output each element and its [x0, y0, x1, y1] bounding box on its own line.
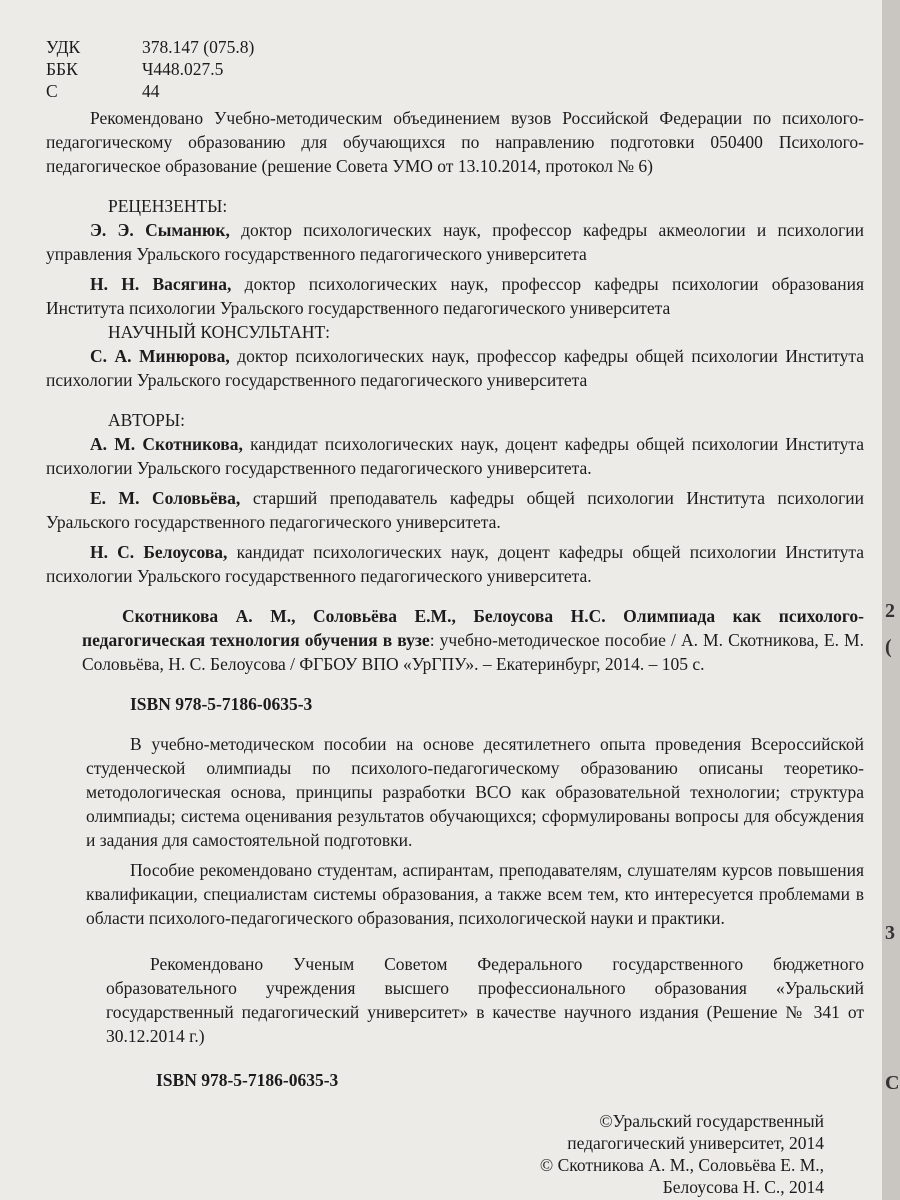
annotation-paragraph: В учебно-методическом пособии на основе десятилетнего опыта проведения Всероссийской студенческой олимпиады по психолого-педагогическому образованию описаны теоретико-методологическая основа, принципы разработки ВСО как образовательной технологии; структура олимпиады; система оценивания результатов обучающихся; сформулированы вопросы для обсуждения и задания для самостоятельной подготовки. — [86, 734, 864, 850]
copyright-line: © Скотникова А. М., Соловьёва Е. М., — [539, 1155, 824, 1175]
author-entry — [46, 432, 864, 480]
classification-value: 44 — [142, 81, 160, 101]
copyright-line: педагогический университет, 2014 — [567, 1133, 824, 1153]
bibliographic-record — [82, 604, 864, 676]
author-desc: кандидат психологических наук, доцент кафедры общей психологии Института психологии Уральского государственного педагогического университета. — [46, 542, 864, 586]
reviewer-entry — [46, 272, 864, 320]
isbn-line: ISBN 978-5-7186-0635-3 — [130, 694, 313, 714]
reviewer-name: Н. Н. Васягина, — [90, 274, 232, 294]
reviewers-heading: РЕЦЕНЗЕНТЫ: — [108, 196, 228, 216]
classification-value: 378.147 (075.8) — [142, 37, 255, 57]
author-name: Е. М. Соловьёва, — [90, 488, 241, 508]
author-desc: старший преподаватель кафедры общей психологии Института психологии Уральского государственного педагогического университета. — [46, 488, 865, 532]
copyright-line: ©Уральский государственный — [599, 1111, 824, 1131]
classification-code: УДК — [46, 37, 81, 57]
consultant-entry — [46, 344, 864, 392]
edge-glyph: 2 — [885, 600, 895, 622]
edge-glyph: С — [885, 1072, 900, 1094]
bibliographic-details: : учебно-методическое пособие / А. М. Скотникова, Е. М. Соловьёва, Н. С. Белоусова / ФГБОУ ВПО «УрГПУ». – Екатеринбург, 2014. – 105 с. — [82, 630, 864, 674]
edge-glyph: ( — [885, 636, 892, 658]
next-page-edge — [882, 0, 900, 1200]
reviewer-desc: доктор психологических наук, профессор кафедры акмеологии и психологии управления Уральского государственного педагогического университета — [46, 220, 865, 264]
consultant-heading: НАУЧНЫЙ КОНСУЛЬТАНТ: — [108, 322, 331, 342]
consultant-desc: доктор психологических наук, профессор кафедры общей психологии Института психологии Уральского государственного педагогического университета — [46, 346, 864, 390]
author-entry — [46, 540, 864, 588]
author-entry — [46, 486, 864, 534]
author-name: Н. С. Белоусова, — [90, 542, 228, 562]
annotation-paragraph: Пособие рекомендовано студентам, аспирантам, преподавателям, слушателям курсов повышения квалификации, специалистам системы образования, а также всем тем, кто интересуется проблемами в области психолого-педагогического образования, психологической науки и практики. — [86, 860, 864, 928]
isbn-line-2: ISBN 978-5-7186-0635-3 — [156, 1070, 339, 1090]
copyright-block — [540, 1110, 824, 1198]
umo-recommendation: Рекомендовано Учебно-методическим объединением вузов Российской Федерации по психолого-педагогическому образованию для обучающихся по направлению подготовки 050400 Психолого-педагогическое образование (решение Совета УМО от 13.10.2014, протокол № 6) — [46, 108, 864, 176]
reviewer-name: Э. Э. Сыманюк, — [90, 220, 230, 240]
page-content — [46, 36, 864, 1092]
classification-codes — [46, 36, 864, 102]
council-recommendation: Рекомендовано Ученым Советом Федерального государственного бюджетного образовательного учреждения высшего профессионального образования «Уральский государственный педагогический университет» в качестве научного издания (Решение № 341 от 30.12.2014 г.) — [106, 954, 864, 1046]
consultant-name: С. А. Минюрова, — [90, 346, 230, 366]
author-desc: кандидат психологических наук, доцент кафедры общей психологии Института психологии Уральского государственного педагогического университета. — [46, 434, 864, 478]
bibliographic-title: Скотникова А. М., Соловьёва Е.М., Белоусова Н.С. Олимпиада как психолого-педагогическая технология обучения в вузе — [82, 606, 864, 650]
classification-value: Ч448.027.5 — [142, 59, 224, 79]
classification-code: С — [46, 81, 58, 101]
author-name: А. М. Скотникова, — [90, 434, 243, 454]
classification-code: ББК — [46, 59, 78, 79]
copyright-line: Белоусова Н. С., 2014 — [662, 1177, 824, 1197]
authors-heading: АВТОРЫ: — [108, 410, 186, 430]
reviewer-entry — [46, 218, 864, 266]
edge-glyph: 3 — [885, 922, 895, 944]
reviewer-desc: доктор психологических наук, профессор кафедры психологии образования Института психологии Уральского государственного педагогического университета — [46, 274, 865, 318]
